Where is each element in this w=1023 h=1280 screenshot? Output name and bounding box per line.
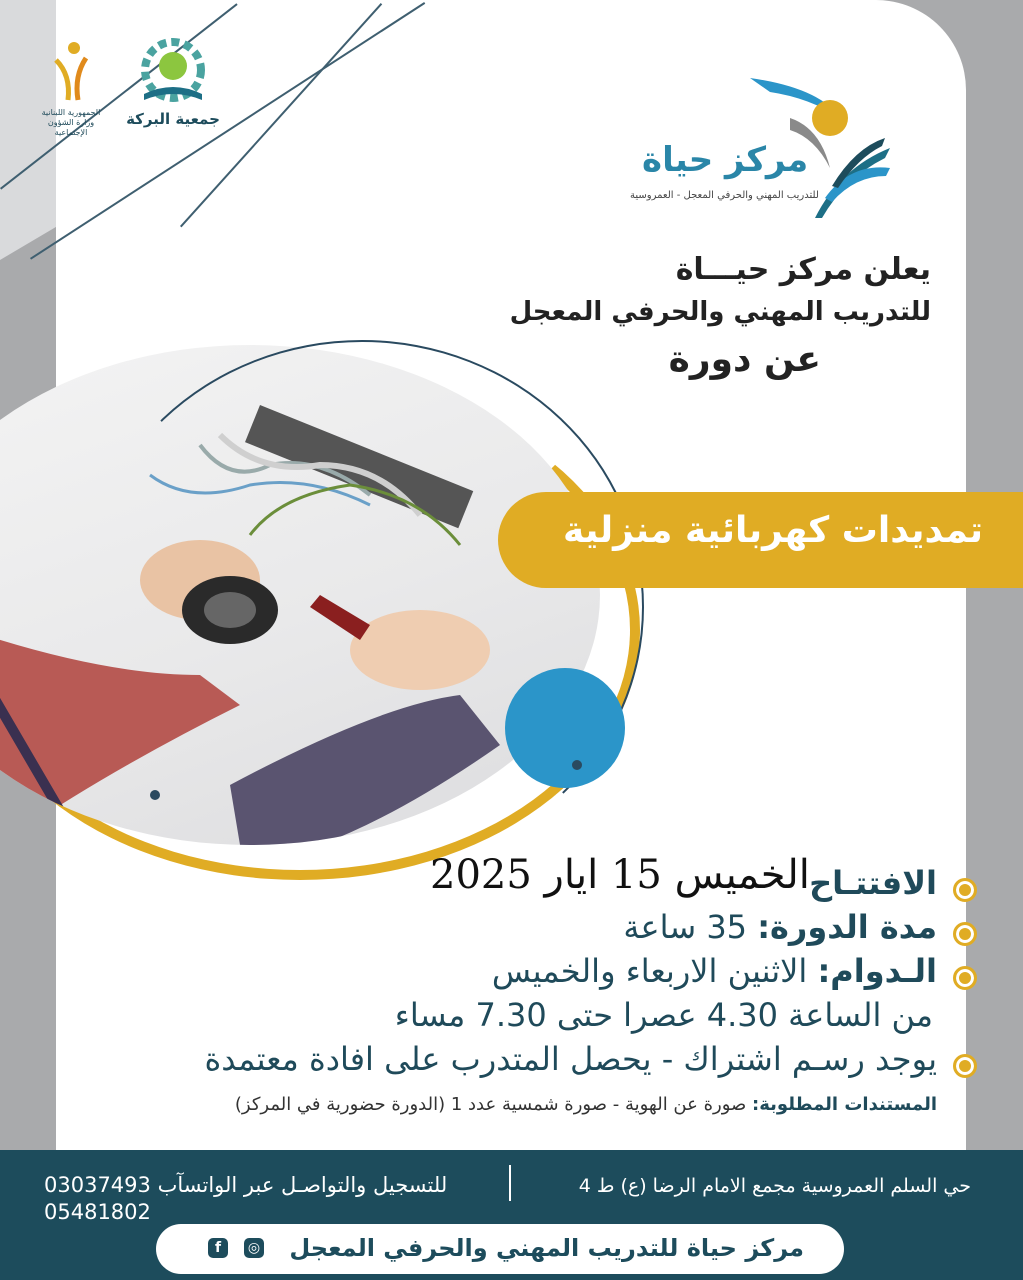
- schedule-days: الاثنين الاربعاء والخميس: [491, 952, 808, 990]
- ministry-line1: الجمهورية اللبنانية: [41, 108, 101, 117]
- gear-book-icon: [130, 36, 216, 106]
- registration-row: [44, 1173, 447, 1197]
- docs-value: صورة عن الهوية - صورة شمسية عدد 1 (الدورة حضورية في المركز): [234, 1094, 747, 1115]
- navy-arc: [80, 340, 644, 874]
- duration-label: مدة الدورة:: [757, 908, 937, 946]
- duration-value: 35 ساعة: [623, 908, 748, 946]
- barakah-name: جمعية البركة: [126, 110, 220, 128]
- announcement-line1: يعلن مركز حيـــاة: [675, 252, 931, 287]
- announcement-line2: للتدريب المهني والحرفي المعجل: [509, 297, 931, 327]
- duration-row: [623, 908, 937, 946]
- opening-label: الافتتـاح: [809, 864, 937, 902]
- phone2[interactable]: 05481802: [44, 1200, 151, 1224]
- instagram-icon[interactable]: ◎: [244, 1238, 264, 1258]
- facebook-icon[interactable]: f: [208, 1238, 228, 1258]
- blue-accent-circle: [505, 668, 625, 788]
- course-title: تمديدات كهربائية منزلية: [563, 510, 983, 551]
- bullet-icon: [953, 878, 977, 902]
- footer-separator: [509, 1165, 511, 1201]
- ministry-logo: [36, 40, 106, 138]
- hayat-center-subtitle: للتدريب المهني والحرفي المعجل - العمروسية: [630, 190, 819, 201]
- arc-dot: [572, 760, 582, 770]
- announcement-line3: عن دورة: [668, 339, 821, 380]
- docs-label: المستندات المطلوبة:: [752, 1094, 937, 1115]
- bullet-icon: [953, 1054, 977, 1078]
- documents-row: [235, 1094, 937, 1115]
- register-label: للتسجيل والتواصـل عبر الواتسآب: [157, 1173, 448, 1197]
- fee-note: يوجد رسـم اشتراك - يحصل المتدرب على افادة معتمدة: [204, 1040, 937, 1078]
- ministry-line2: وزارة الشؤون الإجتماعية: [47, 118, 95, 137]
- address: حي السلم العمروسية مجمع الامام الرضا (ع) ط 4: [578, 1175, 971, 1197]
- social-pill: [156, 1224, 844, 1274]
- social-name: مركز حياة للتدريب المهني والحرفي المعجل: [289, 1234, 804, 1262]
- schedule-label: الـدوام:: [817, 952, 937, 990]
- bullet-icon: [953, 966, 977, 990]
- phone1[interactable]: 03037493: [44, 1173, 151, 1197]
- course-banner: [498, 492, 1023, 588]
- schedule-hours: من الساعة 4.30 عصرا حتى 7.30 مساء: [394, 996, 933, 1034]
- schedule-row: [492, 952, 937, 990]
- barakah-logo: [118, 36, 228, 128]
- opening-date: الخميس 15 ايار 2025: [430, 852, 810, 898]
- ministry-emblem-icon: [46, 40, 96, 104]
- arc-dot: [150, 790, 160, 800]
- hayat-center-name: مركز حياة: [642, 140, 809, 180]
- bullet-icon: [953, 922, 977, 946]
